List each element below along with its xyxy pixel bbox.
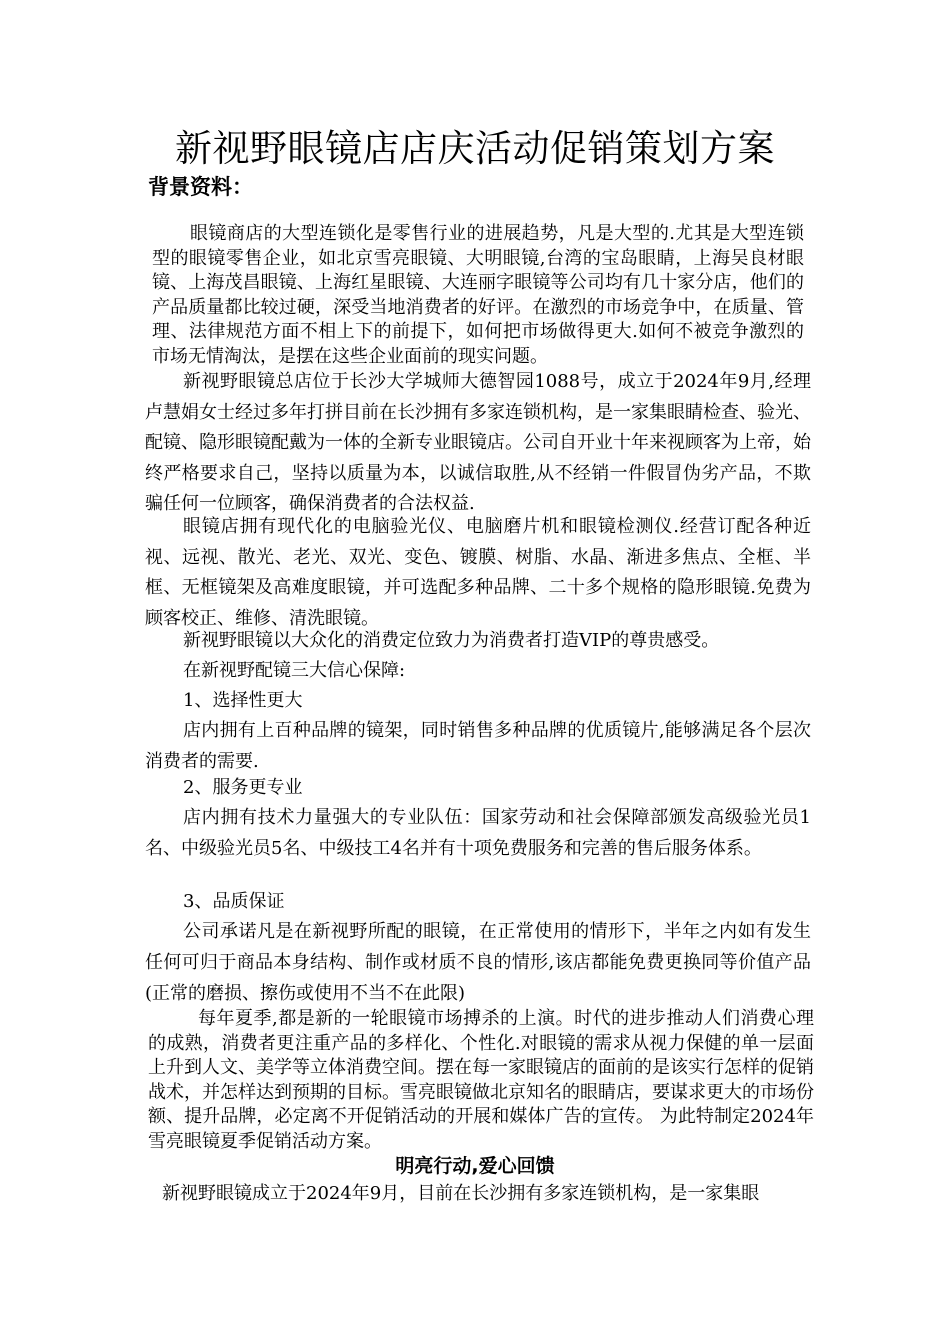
quality-paragraph: 公司承诺凡是在新视野所配的眼镜，在正常使用的情形下，半年之内如有发生任何可归于商品本身结构、制作或材质不良的情形,该店都能免费更换同等价值产品(正常的磨损、擦伤或使用不当不在此限) [145, 921, 811, 1004]
summer-paragraph: 每年夏季,都是新的一轮眼镜市场搏杀的上演。时代的进步推动人们消费心理的成熟，消费者更注重产品的多样化、个性化.对眼镜的需求从视力保健的单一层面上升到人文、美学等立体消费空间。摆在每一家眼镜店的面前的是该实行怎样的促销战术，并怎样达到预期的目标。雪亮眼镜做北京知名的眼睛店，要谋求更大的市场份额、提升品牌，必定离不开促销活动的开展和媒体广告的宣传。 为此特制定2024年雪亮眼镜夏季促销活动方案。 [148, 1008, 814, 1152]
vip-line: 新视野眼镜以大众化的消费定位致力为消费者打造VIP的尊贵感受。 [183, 630, 720, 651]
campaign-subtitle: 明亮行动,爱心回馈 [395, 1155, 555, 1177]
service-paragraph: 店内拥有技术力量强大的专业队伍：国家劳动和社会保障部颁发高级验光员1名、中级验光员5名、中级技工4名并有十项免费服务和完善的售后服务体系。 [145, 807, 811, 859]
equipment-paragraph: 眼镜店拥有现代化的电脑验光仪、电脑磨片机和眼镜检测仪.经营订配各种近视、远视、散光、老光、双光、变色、镀膜、树脂、水晶、渐进多焦点、全框、半框、无框镜架及高难度眼镜，并可选配多种品牌、二十多个规格的隐形眼镜.免费为顾客校正、维修、清洗眼镜。 [145, 516, 811, 629]
intro-paragraph: 眼镜商店的大型连锁化是零售行业的进展趋势，凡是大型的.尤其是大型连锁型的眼镜零售企业，如北京雪亮眼镜、大明眼镜,台湾的宝岛眼睛，上海吴良材眼镜、上海茂昌眼镜、上海红星眼镜、大连丽字眼镜等公司均有几十家分店，他们的产品质量都比较过硬，深受当地消费者的好评。在激烈的市场竞争中，在质量、管理、法律规范方面不相上下的前提下，如何把市场做得更大.如何不被竞争激烈的市场无情淘汰，是摆在这些企业面前的现实问题。 [152, 223, 804, 367]
guarantee-intro-line: 在新视野配镜三大信心保障: [183, 660, 406, 681]
campaign-paragraph-start: 新视野眼镜成立于2024年9月，目前在长沙拥有多家连锁机构，是一家集眼 [162, 1183, 760, 1204]
guarantee-heading-quality: 3、品质保证 [183, 891, 285, 912]
guarantee-heading-selection: 1、选择性更大 [183, 690, 303, 711]
selection-paragraph: 店内拥有上百种品牌的镜架，同时销售多种品牌的优质镜片,能够满足各个层次消费者的需要. [145, 720, 811, 772]
document-title: 新视野眼镜店店庆活动促销策划方案 [175, 127, 775, 170]
background-heading: 背景资料： [148, 175, 253, 199]
guarantee-heading-service: 2、服务更专业 [183, 777, 303, 798]
company-paragraph: 新视野眼镜总店位于长沙大学城师大德智园1088号，成立于2024年9月,经理卢慧娟女士经过多年打拼目前在长沙拥有多家连锁机构，是一家集眼睛检查、验光、配镜、隐形眼镜配戴为一体的全新专业眼镜店。公司自开业十年来视顾客为上帝，始终严格要求自己，坚持以质量为本，以诚信取胜,从不经销一件假冒伪劣产品，不欺骗任何一位顾客，确保消费者的合法权益. [145, 371, 811, 514]
